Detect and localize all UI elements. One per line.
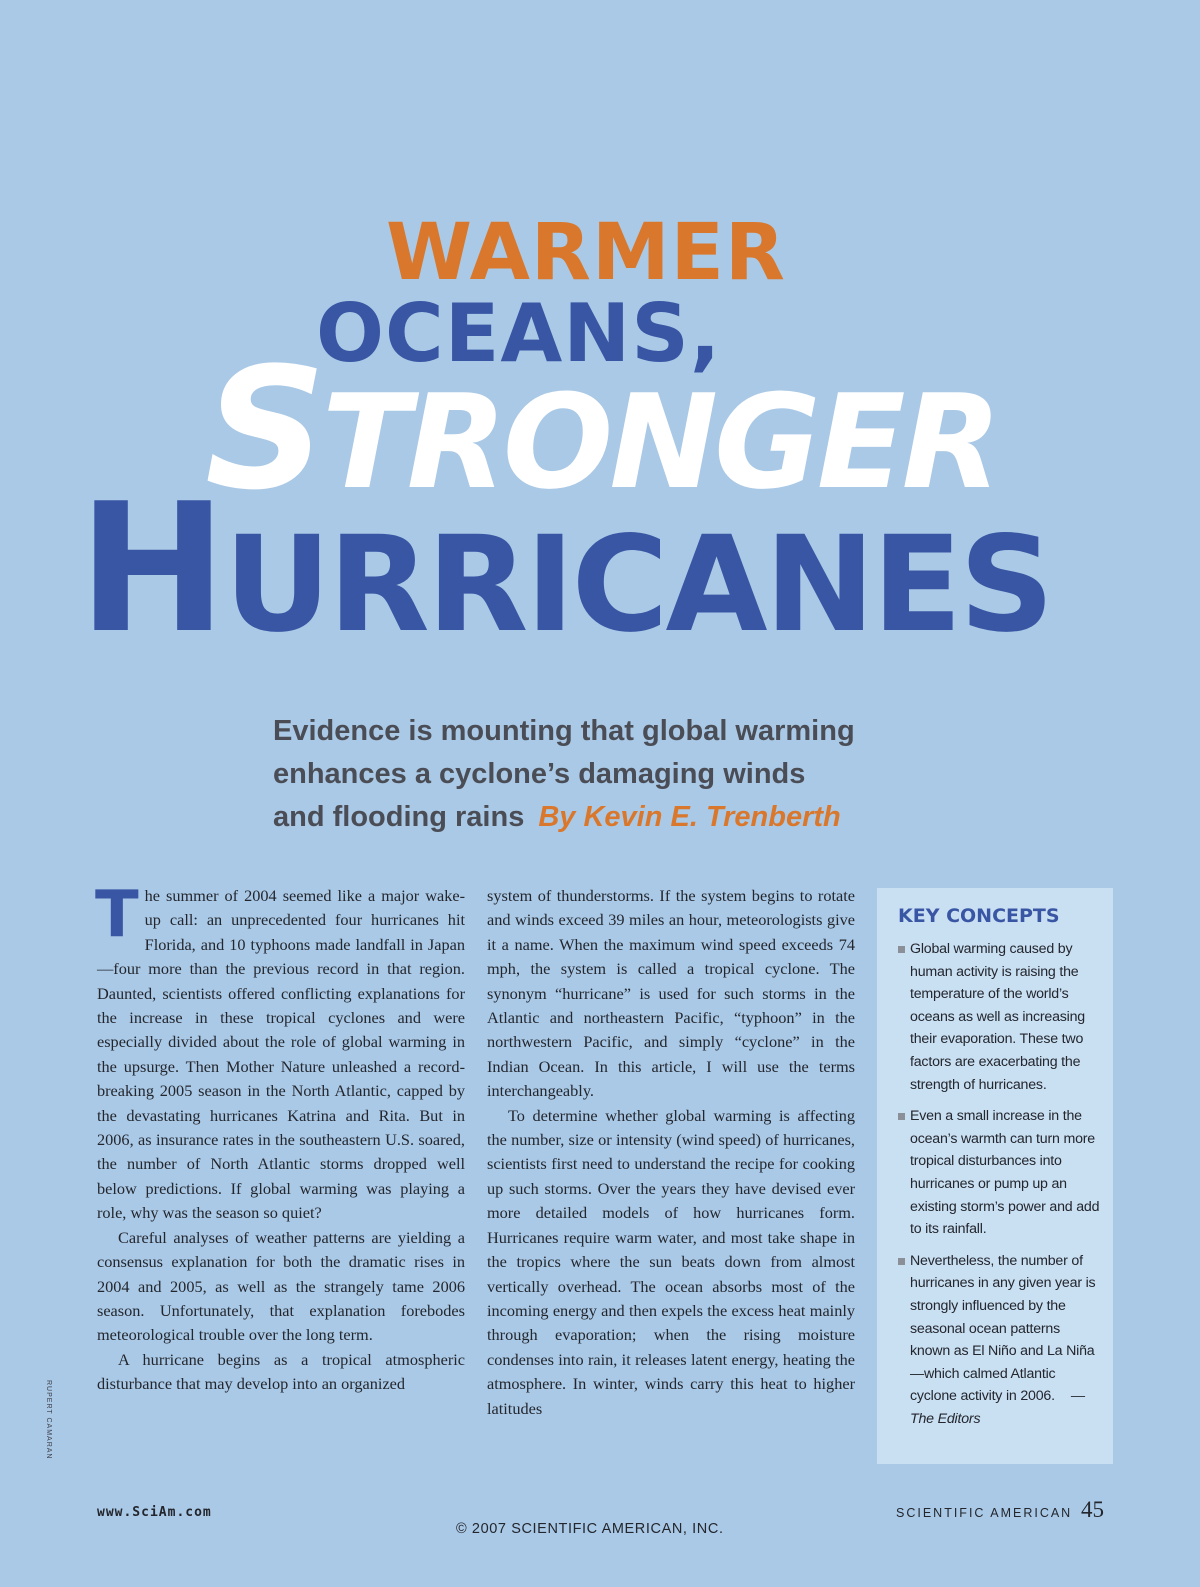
paragraph-1-text: he summer of 2004 seemed like a major wake-up call: an unprecedented four hurricanes hit Florida, and 10 typhoons made landfall in Japan—four more than the previous record in that region. Daunted, scientists offered conflicting explanations for the increase in these tropical cyclones and were especially divided about the role of global warming in the upsurge. Then Mother Nature unleashed a record-breaking 2005 season in the North Atlantic, capped by the devastating hurricanes Katrina and Rita. But in 2006, as insurance rates in the southeastern U.S. soared, the number of North Atlantic storms dropped well below predictions. If global warming was playing a role, why was the season so quiet? — [97, 886, 465, 1223]
key-concept-item — [898, 1250, 1101, 1431]
square-bullet-icon — [898, 1113, 905, 1120]
illustration-credit: RUPERT CAMARAN — [45, 1380, 52, 1460]
paragraph-1 — [95, 878, 465, 1226]
deck-line-2: enhances a cyclone’s damaging winds — [273, 758, 806, 790]
footer-url-link[interactable]: www.SciAm.com — [97, 1505, 212, 1520]
key-concept-text: Nevertheless, the number of hurricanes in any given year is strongly influenced by the seasonal ocean patterns known as El Niño and La Niña—which calmed Atlantic cyclone activity in 2006. — [910, 1252, 1096, 1405]
deck-line-3-text: and flooding rains — [273, 801, 525, 833]
body-column-2 — [487, 884, 855, 1421]
key-concept-text: Even a small increase in the ocean’s warmth can turn more tropical disturbances into hurricanes or pump up an existing storm’s power and add to its rainfall. — [910, 1108, 1100, 1238]
title-stronger-rest: TRONGER — [322, 366, 998, 518]
copyright-notice: © 2007 SCIENTIFIC AMERICAN, INC. — [456, 1521, 724, 1537]
key-concept-text: Global warming caused by human activity is raising the temperature of the world’s oceans as well as increasing their evaporation. These two factors are exacerbating the strength of hurricanes. — [910, 941, 1085, 1093]
paragraph-2: Careful analyses of weather patterns are yielding a consensus explanation for both the dramatic rises in 2004 and 2005, as well as the strangely tame 2006 season. Unfortunately, that explanation forebodes meteorological trouble over the long term. — [97, 1227, 465, 1345]
body-column-1 — [95, 878, 465, 1397]
title-hurricanes — [78, 465, 1052, 674]
article-deck — [273, 710, 913, 839]
title-warmer: WARMER — [386, 208, 786, 298]
page-number: 45 — [1081, 1497, 1104, 1522]
title-hurricanes-cap: H — [78, 465, 224, 672]
paragraph-4: To determine whether global warming is affecting the number, size or intensity (wind speed) of hurricanes, scientists first need to understand the recipe for cooking up such storms. Over the years they have devised ever more detailed models of how hurricanes form. Hurricanes require warm water, and most take shape in the tropics where the sun beats down from almost vertically overhead. The ocean absorbs most of the incoming energy and then expels the excess heat mainly through evaporation; when the rising moisture condenses into rain, it releases latent energy, heating the atmosphere. In winter, winds carry this heat to higher latitudes — [487, 1105, 855, 1418]
square-bullet-icon — [898, 946, 905, 953]
title-oceans: OCEANS, — [316, 287, 722, 380]
paragraph-3: A hurricane begins as a tropical atmospheric disturbance that may develop into an organized — [97, 1349, 465, 1394]
key-concepts-title: KEY CONCEPTS — [898, 905, 1060, 927]
paragraph-3-continued: system of thunderstorms. If the system begins to rotate and winds exceed 39 miles an hour, meteorologists give it a name. When the maximum wind speed exceeds 74 mph, the system is called a tropical cyclone. The synonym “hurricane” is used for such storms in the Atlantic and northeastern Pacific, “typhoon” in the northwestern Pacific, and simply “cyclone” in the Indian Ocean. In this article, I will use the terms interchangeably. — [487, 886, 855, 1101]
deck-line-1: Evidence is mounting that global warming — [273, 715, 855, 747]
deck-line-3 — [273, 796, 913, 839]
drop-cap: T — [95, 878, 139, 952]
square-bullet-icon — [898, 1258, 905, 1265]
title-hurricanes-rest: URRICANES — [223, 508, 1052, 662]
title-stronger-cap: S — [205, 331, 322, 527]
editors-signature: —The Editors — [910, 1388, 1085, 1427]
footer-magazine-name: SCIENTIFIC AMERICAN — [896, 1506, 1073, 1520]
byline: By Kevin E. Trenberth — [538, 801, 841, 833]
key-concept-item — [898, 1105, 1101, 1241]
key-concepts-box — [877, 888, 1113, 1464]
key-concept-item — [898, 938, 1101, 1096]
